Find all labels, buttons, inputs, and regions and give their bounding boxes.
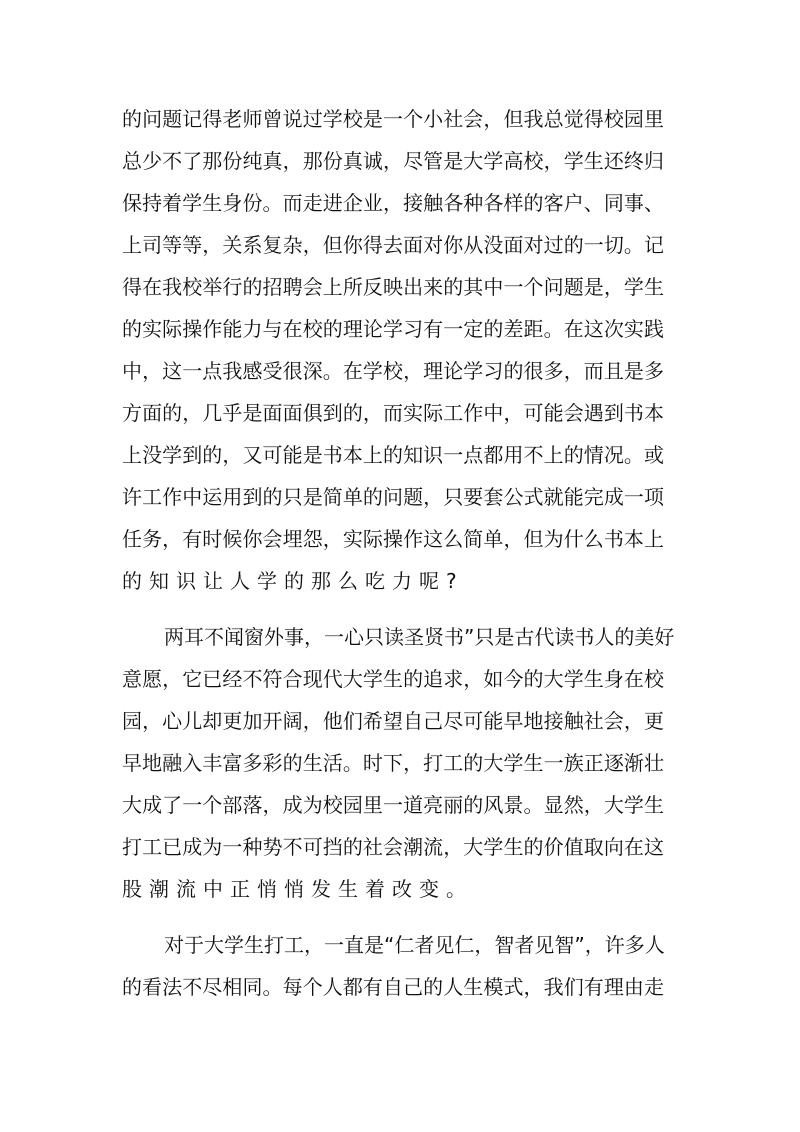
text-line: 的实际操作能力与在校的理论学习有一定的差距。在这次实践 — [122, 317, 664, 341]
document-body — [122, 98, 675, 1008]
text-line: 的知识让人学的那么吃力呢? — [122, 569, 464, 593]
paragraph-2 — [122, 616, 675, 910]
text-line: 园，心儿却更加开阔，他们希望自己尽可能早地接触社会，更 — [122, 709, 664, 733]
paragraph-3 — [122, 924, 664, 1008]
text-line: 上没学到的，又可能是书本上的知识一点都用不上的情况。或 — [122, 443, 664, 467]
text-line: 对于大学生打工，一直是“仁者见仁，智者见智”，许多人 — [164, 933, 665, 957]
text-line: 保持着学生身份。而走进企业，接触各种各样的客户、同事、 — [122, 191, 664, 215]
text-line: 上司等等，关系复杂，但你得去面对你从没面对过的一切。记 — [122, 233, 664, 257]
text-line: 的问题记得老师曾说过学校是一个小社会，但我总觉得校园里 — [122, 107, 664, 131]
text-line: 方面的，几乎是面面俱到的，而实际工作中，可能会遇到书本 — [122, 401, 664, 425]
paragraph-1 — [122, 98, 664, 602]
text-line: 大成了一个部落，成为校园里一道亮丽的风景。显然，大学生 — [122, 793, 664, 817]
text-line: 股潮流中正悄悄发生着改变。 — [122, 877, 473, 901]
text-line: 任务，有时候你会埋怨，实际操作这么简单，但为什么书本上 — [122, 527, 664, 551]
text-line: 许工作中运用到的只是简单的问题，只要套公式就能完成一项 — [122, 485, 664, 509]
text-line: 打工已成为一种势不可挡的社会潮流，大学生的价值取向在这 — [122, 835, 664, 859]
text-line: 总少不了那份纯真，那份真诚，尽管是大学高校，学生还终归 — [122, 149, 664, 173]
text-line: 得在我校举行的招聘会上所反映出来的其中一个问题是，学生 — [122, 275, 664, 299]
text-line: 的看法不尽相同。每个人都有自己的人生模式，我们有理由走 — [122, 975, 664, 999]
text-line: 早地融入丰富多彩的生活。时下，打工的大学生一族正逐渐壮 — [122, 751, 664, 775]
text-line: 两耳不闻窗外事，一心只读圣贤书”只是古代读书人的美好 — [164, 625, 675, 649]
text-line: 中，这一点我感受很深。在学校，理论学习的很多，而且是多 — [122, 359, 664, 383]
text-line: 意愿，它已经不符合现代大学生的追求，如今的大学生身在校 — [122, 667, 664, 691]
